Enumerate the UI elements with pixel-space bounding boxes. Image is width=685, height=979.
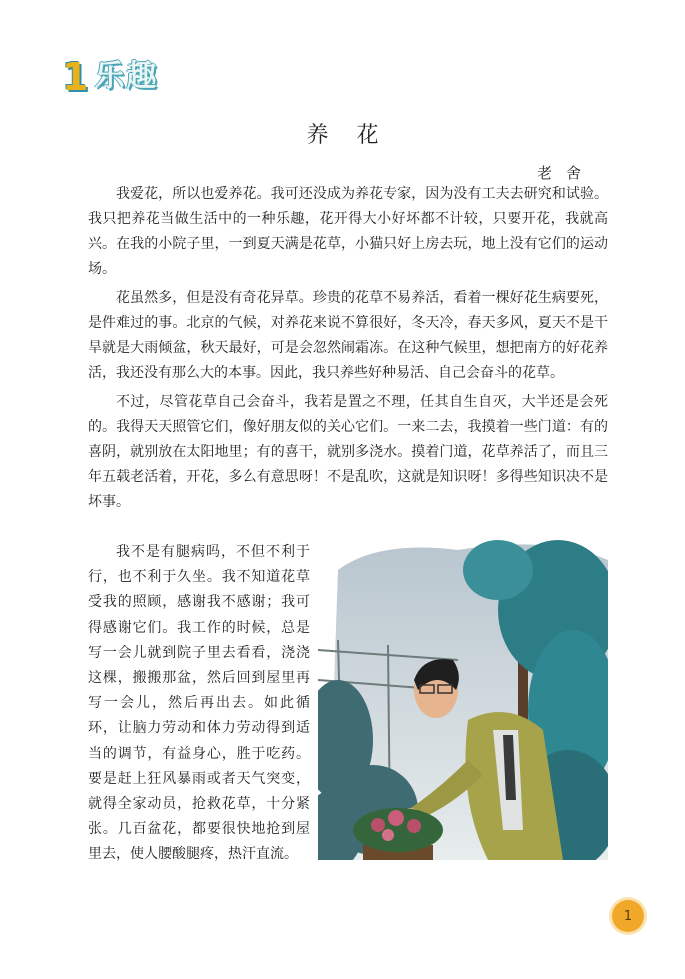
article-body [88,182,608,519]
unit-heading [62,56,158,98]
paragraph-1: 我爱花，所以也爱养花。我可还没成为养花专家，因为没有工夫去研究和试验。我只把养花当做生活中的一种乐趣，花开得大小好坏都不计较，只要开花，我就高兴。在我的小院子里，一到夏天满是花草，小猫只好上房去玩，地上没有它们的运动场。 [88,186,608,277]
paragraph-2: 花虽然多，但是没有奇花异草。珍贵的花草不易养活，看着一棵好花生病要死，是件难过的事。北京的气候，对养花来说不算很好，冬天冷，春天多风，夏天不是干旱就是大雨倾盆，秋天最好，可是会忽然闹霜冻。在这种气候里，想把南方的好花养活，我还没有那么大的本事。因此，我只养些好种易活、自己会奋斗的花草。 [88,290,608,381]
illustration-man-tending-flowers [318,530,608,895]
page-title: 养花 [306,123,407,148]
paragraph-3: 不过，尽管花草自己会奋斗，我若是置之不理，任其自生自灭，大半还是会死的。我得天天照管它们，像好朋友似的关心它们。一来二去，我摸着一些门道：有的喜阴，就别放在太阳地里；有的喜干，就别多浇水。摸着门道，花草养活了，而且三年五载老活着，开花，多么有意思呀！不是乱吹，这就是知识呀！多得些知识决不是坏事。 [88,394,608,510]
unit-title: 乐趣 [94,59,159,94]
wrapped-text-column [88,540,310,868]
unit-number: 1 [62,55,89,99]
paragraph-4: 我不是有腿病吗，不但不利于行，也不利于久坐。我不知道花草受我的照顾，感谢我不感谢；我可得感谢它们。我工作的时候，总是写一会儿就到院子里去看看，浇浇这棵，搬搬那盆，然后回到屋里再写一会儿，然后再出去。如此循环，让脑力劳动和体力劳动得到适当的调节，有益身心，胜于吃药。要是赶上狂风暴雨或者天气突变，就得全家动员，抢救花草，十分紧张。几百盆花，都要很快地抢到屋里去，使人腰酸腿疼，热汗直流。 [88,544,310,863]
illustration-svg [318,530,608,895]
author-name: 老舍 [536,164,595,182]
page-number: 1 [612,900,644,932]
